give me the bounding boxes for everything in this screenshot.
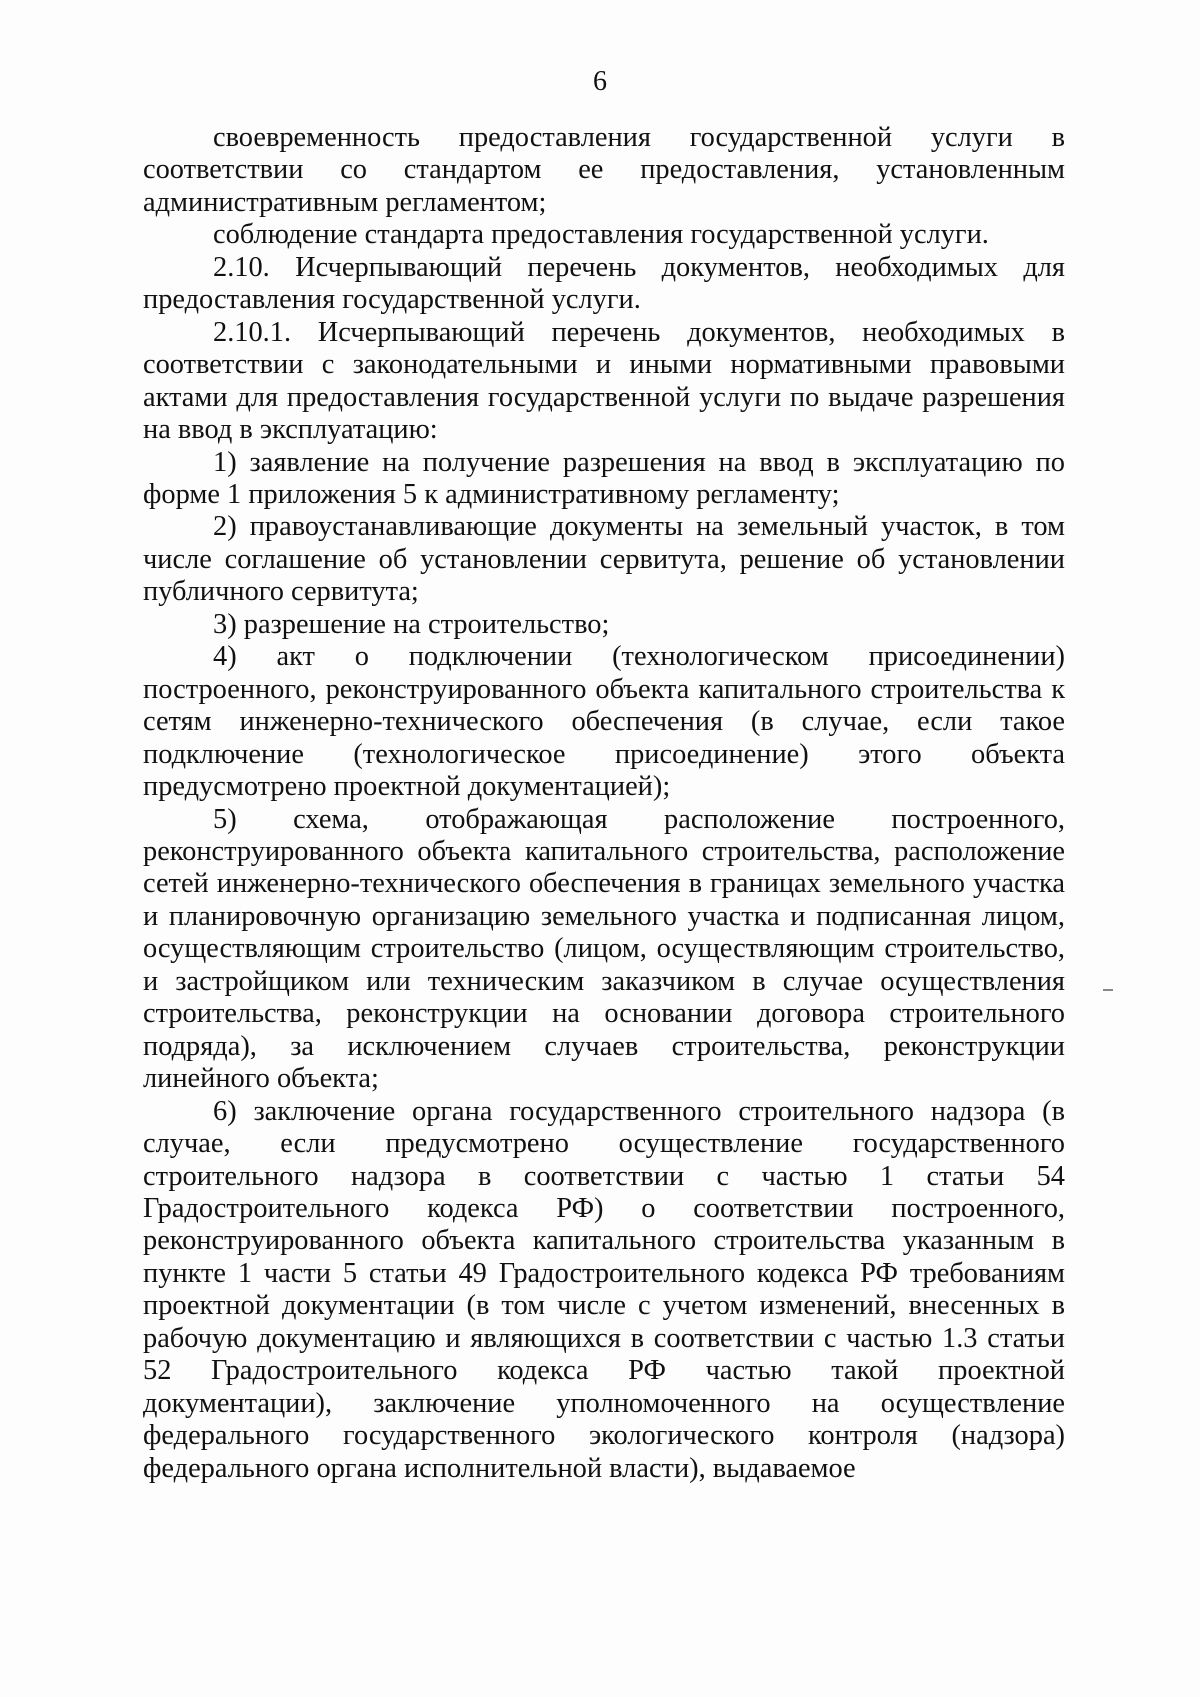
list-item-2: 2) правоустанавливающие документы на земельный участок, в том числе соглашение об установлении сервитута, решение об установлении публичного сервитута; [143, 511, 1065, 608]
paragraph-standard-compliance: соблюдение стандарта предоставления государственной услуги. [213, 219, 989, 251]
scan-artifact-mark [1103, 989, 1113, 991]
paragraph-section-2-10-1: 2.10.1. Исчерпывающий перечень документов, необходимых в соответствии с законодательными и иными нормативными правовыми актами для предоставления государственной услуги по выдаче разрешения на ввод в эксплуатацию: [143, 316, 1065, 446]
list-item-4: 4) акт о подключении (технологическом присоединении) построенного, реконструированного объекта капитального строительства к сетям инженерно-технического обеспечения (в случае, если такое подключение (технологическое присоединение) этого объекта предусмотрено проектной документацией); [143, 641, 1065, 803]
list-item-3: 3) разрешение на строительство; [213, 608, 610, 640]
paragraph-timeliness: своевременность предоставления государственной услуги в соответствии со стандартом ее предоставления, установленным административным регламентом; [143, 122, 1065, 218]
list-item-6: 6) заключение органа государственного строительного надзора (в случае, если предусмотрено осуществление государственного строительного надзора в соответствии с частью 1 статьи 54 Градостроительного кодекса РФ) о соответствии построенного, реконструированного объекта капитального строительства указанным в пункте 1 части 5 статьи 49 Градостроительного кодекса РФ требованиям проектной документации (в том числе с учетом изменений, внесенных в рабочую документацию и являющихся в соответствии с частью 1.3 статьи 52 Градостроительного кодекса РФ частью такой проектной документации), заключение уполномоченного на осуществление федерального государственного экологического контроля (надзора) федерального органа исполнительной власти), выдаваемое [143, 1095, 1065, 1484]
list-item-5: 5) схема, отображающая расположение построенного, реконструированного объекта капитального строительства, расположение сетей инженерно-технического обеспечения в границах земельного участка и планировочную организацию земельного участка и подписанная лицом, осуществляющим строительство (лицом, осуществляющим строительство, и застройщиком или техническим заказчиком в случае осуществления строительства, реконструкции на основании договора строительного подряда), за исключением случаев строительства, реконструкции линейного объекта; [143, 803, 1065, 1095]
list-item-1: 1) заявление на получение разрешения на ввод в эксплуатацию по форме 1 приложения 5 к административному регламенту; [143, 446, 1065, 510]
page-number: 6 [593, 66, 607, 97]
paragraph-section-2-10: 2.10. Исчерпывающий перечень документов, необходимых для предоставления государственной услуги. [143, 251, 1065, 316]
document-body [143, 122, 1065, 1485]
